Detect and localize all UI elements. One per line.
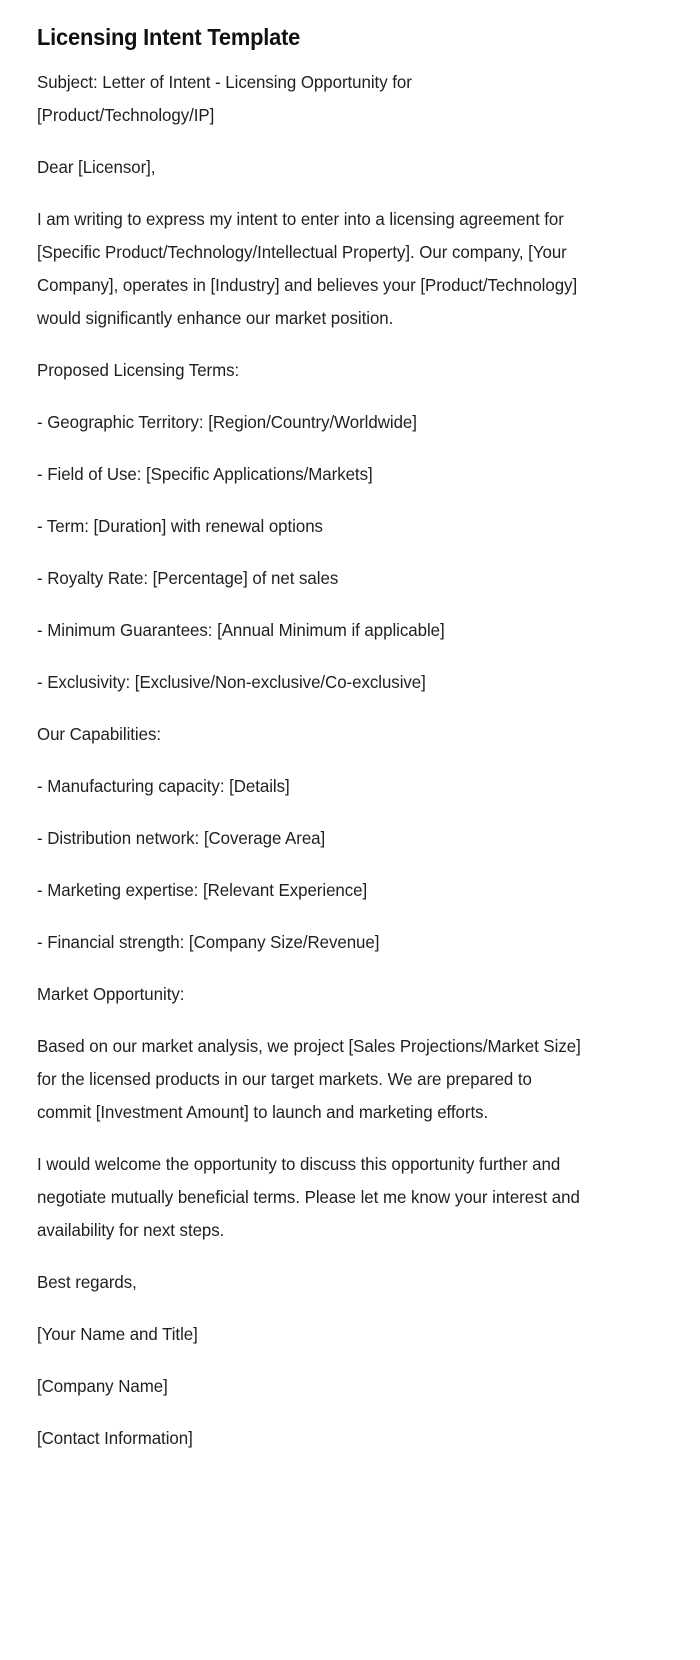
document-body: [37, 66, 663, 1455]
paragraph-intro: I am writing to express my intent to enter into a licensing agreement for [Specific Product/Technology/Intellectual Property]. Our company, [Your Company], operates in [Industry] and believes your [Product/Technology] would significantly enhance our market position.: [37, 209, 582, 328]
paragraph-signoff: Best regards,: [37, 1272, 137, 1292]
paragraph-subject: Subject: Letter of Intent - Licensing Opportunity for [Product/Technology/IP]: [37, 72, 417, 125]
paragraph-closing: I would welcome the opportunity to discuss this opportunity further and negotiate mutually beneficial terms. Please let me know your interest and availability for next steps.: [37, 1154, 585, 1240]
heading-market-opportunity: Market Opportunity:: [37, 984, 185, 1004]
list-item-financial-strength: - Financial strength: [Company Size/Revenue]: [37, 932, 380, 952]
list-item-royalty-rate: - Royalty Rate: [Percentage] of net sales: [37, 568, 339, 588]
signature-contact-information: [Contact Information]: [37, 1428, 193, 1448]
heading-proposed-licensing-terms: Proposed Licensing Terms:: [37, 360, 240, 380]
list-item-term: - Term: [Duration] with renewal options: [37, 516, 323, 536]
list-item-field-of-use: - Field of Use: [Specific Applications/Markets]: [37, 464, 373, 484]
signature-company-name: [Company Name]: [37, 1376, 168, 1396]
signature-name-and-title: [Your Name and Title]: [37, 1324, 198, 1344]
page-title: Licensing Intent Template: [37, 24, 301, 50]
list-item-distribution-network: - Distribution network: [Coverage Area]: [37, 828, 326, 848]
heading-our-capabilities: Our Capabilities:: [37, 724, 162, 744]
list-item-marketing-expertise: - Marketing expertise: [Relevant Experience]: [37, 880, 368, 900]
paragraph-market-opportunity: Based on our market analysis, we project [Sales Projections/Market Size] for the licensed products in our target markets. We are prepared to commit [Investment Amount] to launch and marketing efforts.: [37, 1036, 586, 1122]
list-item-minimum-guarantees: - Minimum Guarantees: [Annual Minimum if applicable]: [37, 620, 445, 640]
list-item-manufacturing-capacity: - Manufacturing capacity: [Details]: [37, 776, 290, 796]
list-item-geographic-territory: - Geographic Territory: [Region/Country/Worldwide]: [37, 412, 417, 432]
paragraph-salutation: Dear [Licensor],: [37, 157, 156, 177]
list-item-exclusivity: - Exclusivity: [Exclusive/Non-exclusive/Co-exclusive]: [37, 672, 426, 692]
